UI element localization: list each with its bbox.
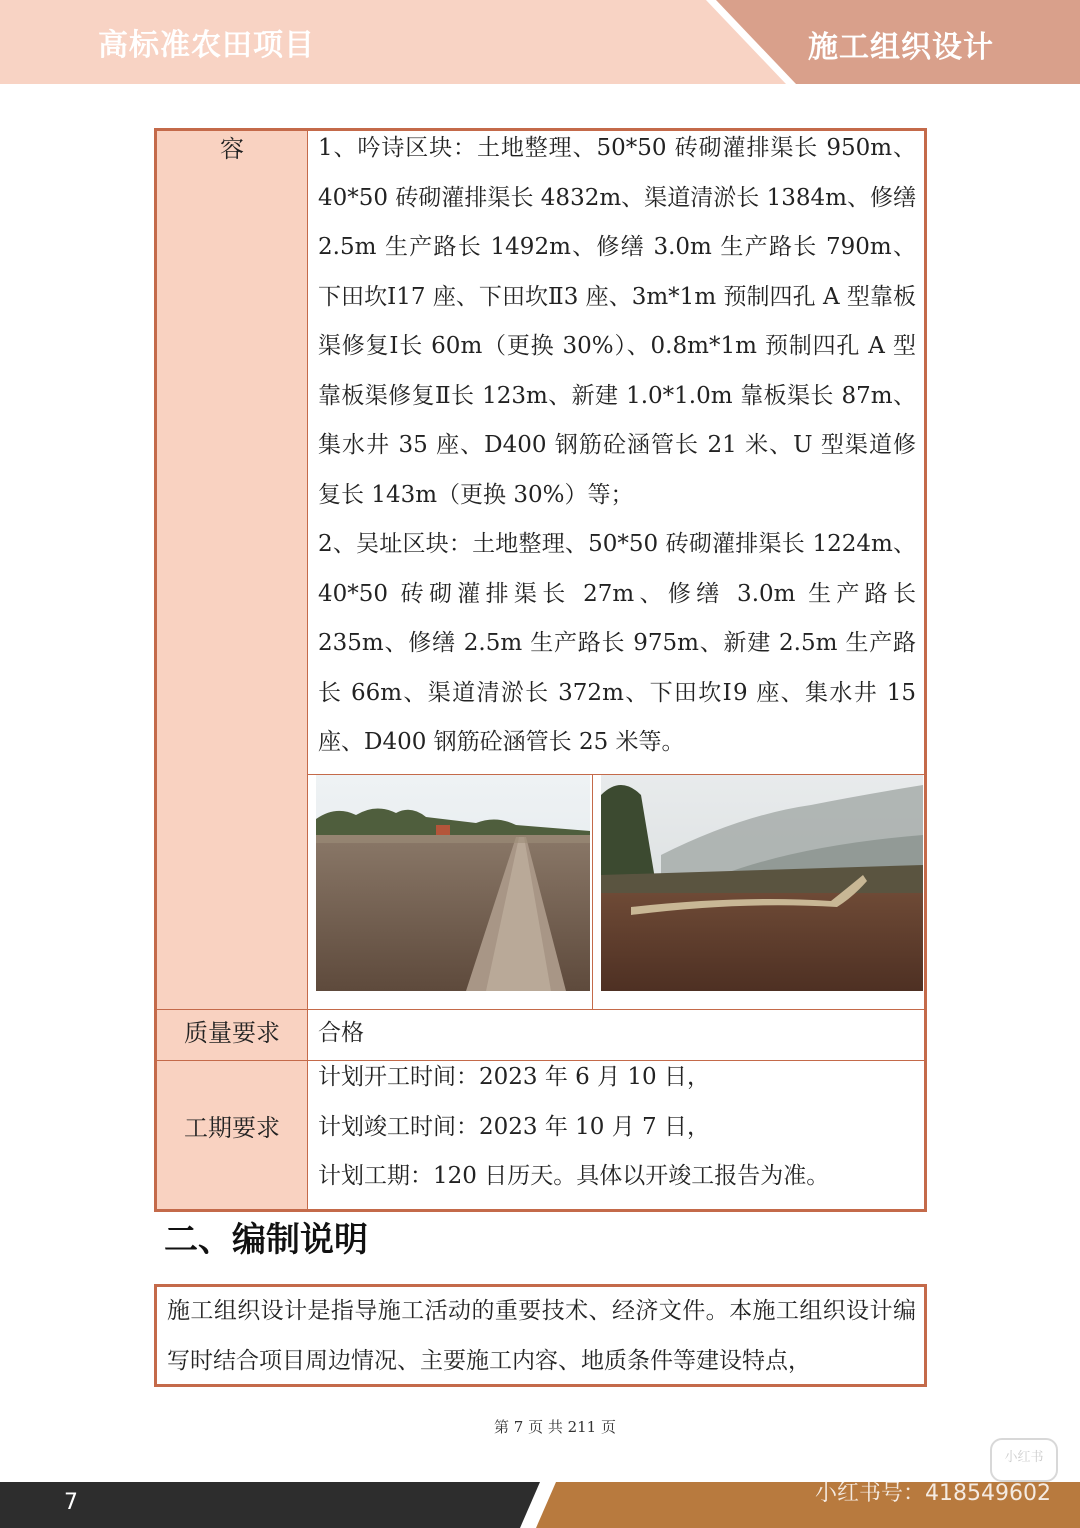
content-label: 容 [220, 135, 244, 163]
section-description-text: 施工组织设计是指导施工活动的重要技术、经济文件。本施工组织设计编写时结合项目周边情况、主要施工内容、地质条件等建设特点， [167, 1298, 916, 1374]
quality-label-cell [157, 1010, 308, 1060]
schedule-label: 工期要求 [184, 1114, 280, 1142]
schedule-duration: 计划工期：120 日历天。具体以开竣工报告为准。 [318, 1163, 830, 1189]
schedule-end: 计划竣工时间：2023 年 10 月 7 日， [318, 1113, 710, 1140]
quality-label: 质量要求 [184, 1019, 280, 1047]
section-heading: 二、编制说明 [164, 1220, 368, 1260]
schedule-row [157, 1061, 924, 1209]
header-document-title: 施工组织设计 [808, 30, 994, 65]
terraced-field-photo [601, 775, 923, 991]
content-paragraph-1: 1、吟诗区块：土地整理、50*50 砖砌灌排渠长 950m、40*50 砖砌灌排渠长 4832m、渠道清淤长 1384m、修缮 2.5m 生产路长 1492m、修缮 3.0m 生产路长 790m、下田坎Ⅰ17 座、下田坎Ⅱ3 座、3m*1m 预制四孔 A 型靠板渠修复Ⅰ长 60m（更换 30%）、0.8m*1m 预制四孔 A 型靠板渠修复Ⅱ长 123m、新建 1.0*1.0m 靠板渠长 87m、集水井 35 座、D400 钢筋砼涵管长 21 米、U 型渠道修复长 143m（更换 30%）等； [318, 135, 916, 508]
schedule-label-cell [157, 1061, 308, 1209]
footer-page-number: 7 [64, 1490, 78, 1515]
schedule-start: 计划开工时间：2023 年 6 月 10 日， [318, 1064, 710, 1090]
content-value-cell [308, 131, 924, 1009]
schedule-value-cell [308, 1061, 924, 1209]
page-number: 第 7 页 共 211 页 [493, 1418, 616, 1436]
watermark-logo: 小红书 [990, 1438, 1058, 1482]
header-project-title: 高标准农田项目 [98, 28, 315, 63]
content-label-cell [157, 131, 308, 1009]
project-info-table [154, 128, 927, 1212]
quality-value: 合格 [318, 1020, 364, 1046]
photo-cell-right [592, 775, 924, 1009]
content-row [157, 131, 924, 1010]
watermark-text: 小红书号：418549602 [815, 1481, 1051, 1506]
site-photos [308, 774, 924, 1009]
photo-cell-left [308, 775, 592, 1009]
content-paragraph-2: 2、吴址区块：土地整理、50*50 砖砌灌排渠长 1224m、40*50 砖砌灌排渠长 27m、修缮 3.0m 生产路长 235m、修缮 2.5m 生产路长 975m、新建 2.5m 生产路长 66m、渠道清淤长 372m、下田坎Ⅰ9 座、集水井 15 座、D400 钢筋砼涵管长 25 米等。 [318, 531, 916, 755]
section-description [154, 1284, 927, 1387]
field-ditch-photo [316, 775, 590, 991]
